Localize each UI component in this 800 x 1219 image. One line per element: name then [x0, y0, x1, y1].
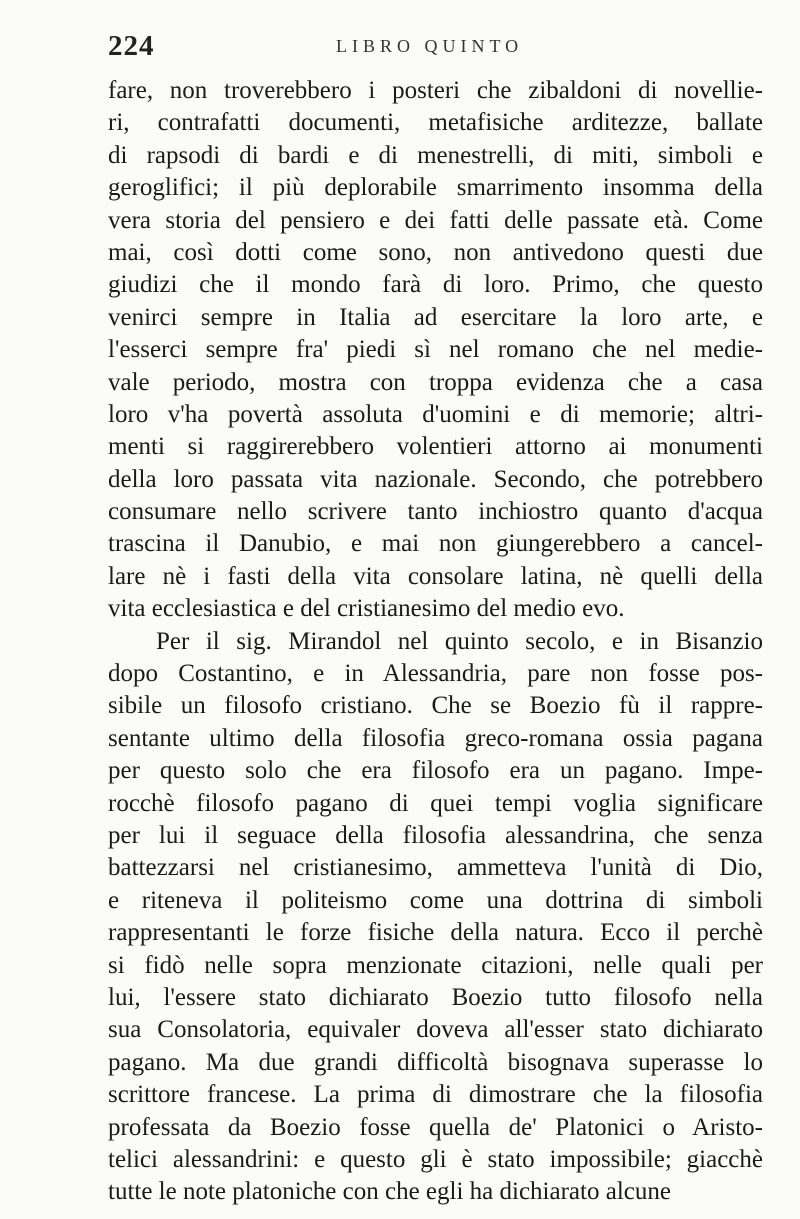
text-line: vale periodo, mostra con troppa evidenza che a casa — [108, 368, 763, 396]
text-line: lui, l'essere stato dichiarato Boezio tutto filosofo nella — [108, 983, 763, 1011]
text-line: loro v'ha povertà assoluta d'uomini e di memorie; altri- — [108, 400, 763, 428]
text-line: consumare nello scrivere tanto inchiostro quanto d'acqua — [108, 498, 763, 526]
text-line: professata da Boezio fosse quella de' Platonici o Aristo- — [108, 1113, 763, 1141]
text-line: ri, contrafatti documenti, metafisiche arditezze, ballate — [108, 109, 763, 137]
text-line: Per il sig. Mirandol nel quinto secolo, e in Bisanzio — [156, 627, 763, 655]
paragraph — [108, 75, 763, 626]
text-line: battezzarsi nel cristianesimo, ammetteva l'unità di Dio, — [108, 854, 763, 882]
text-line: l'esserci sempre fra' piedi sì nel romano che nel medie- — [108, 336, 763, 364]
text-line: telici alessandrini: e questo gli è stato impossibile; giacchè — [108, 1145, 763, 1173]
text-line: trascina il Danubio, e mai non giungerebbero a cancel- — [108, 530, 763, 558]
text-line: giudizi che il mondo farà di loro. Primo, che questo — [108, 271, 763, 299]
text-line: vera storia del pensiero e dei fatti delle passate età. Come — [108, 206, 763, 234]
text-line: per lui il seguace della filosofia alessandrina, che senza — [108, 821, 763, 849]
text-line: sibile un filosofo cristiano. Che se Boezio fù il rappre- — [108, 692, 763, 720]
text-line: menti si raggirerebbero volentieri attorno ai monumenti — [108, 433, 763, 461]
text-line: e riteneva il politeismo come una dottrina di simboli — [108, 886, 763, 914]
text-line: pagano. Ma due grandi difficoltà bisognava superasse lo — [108, 1048, 763, 1076]
text-line: sua Consolatoria, equivaler doveva all'esser stato dichiarato — [108, 1016, 763, 1044]
text-line: dopo Costantino, e in Alessandria, pare non fosse pos- — [108, 660, 763, 688]
running-title: LIBRO QUINTO — [336, 36, 524, 56]
text-line: per questo solo che era filosofo era un pagano. Impe- — [108, 757, 763, 785]
text-line: lare nè i fasti della vita consolare latina, nè quelli della — [108, 562, 763, 590]
text-line: fare, non troverebbero i posteri che zibaldoni di novellie- — [108, 77, 763, 104]
text-line: si fidò nelle sopra menzionate citazioni, nelle quali per — [108, 951, 763, 979]
page-number: 224 — [108, 30, 155, 62]
text-line: della loro passata vita nazionale. Secondo, che potrebbero — [108, 465, 763, 493]
text-line: di rapsodi di bardi e di menestrelli, di miti, simboli e — [108, 141, 763, 169]
running-head — [108, 30, 763, 70]
body-text — [108, 75, 763, 1209]
text-line: tutte le note platoniche con che egli ha dichiarato alcune — [108, 1178, 671, 1206]
text-line: rappresentanti le forze fisiche della natura. Ecco il perchè — [108, 919, 763, 947]
paragraph — [108, 626, 763, 1209]
text-line: scrittore francese. La prima di dimostrare che la filosofia — [108, 1081, 763, 1109]
text-line: vita ecclesiastica e del cristianesimo del medio evo. — [108, 595, 625, 623]
text-line: geroglifici; il più deplorabile smarrimento insomma della — [108, 174, 763, 202]
text-line: sentante ultimo della filosofia greco-romana ossia pagana — [108, 724, 763, 752]
text-line: venirci sempre in Italia ad esercitare la loro arte, e — [108, 303, 763, 331]
text-line: mai, così dotti come sono, non antivedono questi due — [108, 238, 763, 266]
text-line: rocchè filosofo pagano di quei tempi voglia significare — [108, 789, 763, 817]
